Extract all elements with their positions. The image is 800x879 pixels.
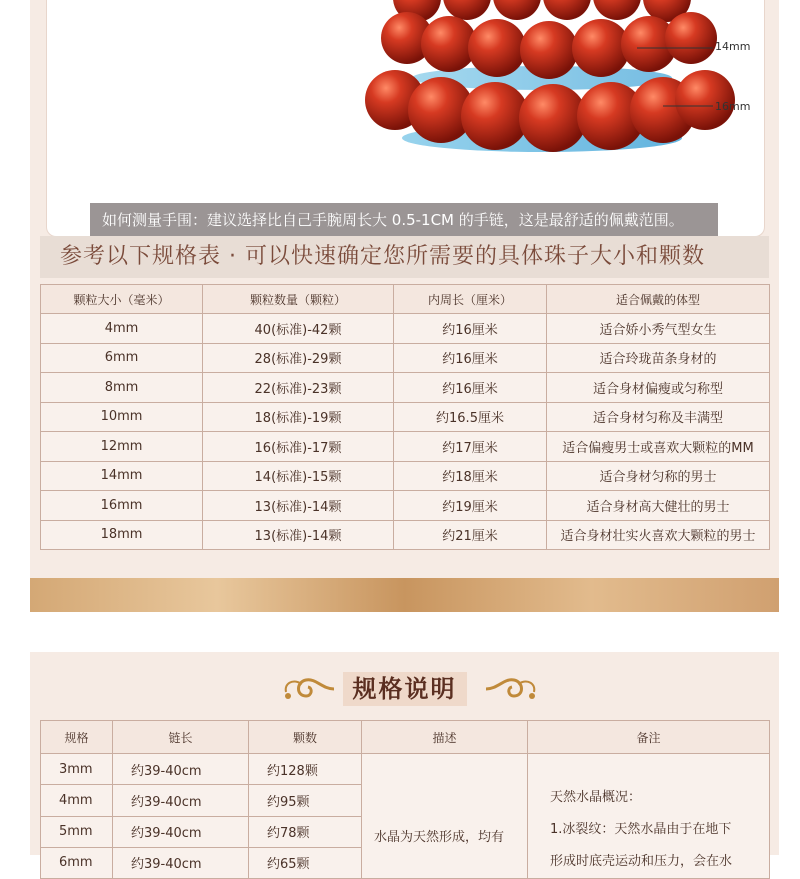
column-header: 颗数 — [249, 721, 362, 754]
table-row — [41, 314, 770, 344]
table-row — [41, 491, 770, 521]
spec-title: 规格说明 — [343, 672, 467, 706]
carnelian-bracelets-image — [337, 0, 767, 160]
chain-length-cell: 约39-40cm — [113, 816, 249, 847]
bead-size-cell: 10mm — [41, 402, 203, 432]
bead-size-cell: 16mm — [41, 491, 203, 521]
body-type-cell: 适合身材高大健壮的男士 — [547, 491, 770, 521]
column-header: 描述 — [362, 721, 528, 754]
right-ornament-icon — [482, 674, 538, 704]
bead-size-cell: 14mm — [41, 461, 203, 491]
bead-size-cell: 4mm — [41, 314, 203, 344]
column-header: 内周长（厘米） — [394, 285, 547, 314]
table-row — [41, 373, 770, 403]
spec-table — [40, 720, 770, 879]
table-row — [41, 754, 770, 785]
bead-size-cell: 12mm — [41, 432, 203, 462]
circumference-cell: 约16厘米 — [394, 343, 547, 373]
note-line: 1.冰裂纹：天然水晶由于在地下 — [550, 822, 732, 837]
bead-count-cell: 16(标准)-17颗 — [203, 432, 394, 462]
bead-count-cell: 约78颗 — [249, 816, 362, 847]
bead-count-cell: 14(标准)-15颗 — [203, 461, 394, 491]
note-cell — [528, 754, 770, 879]
circumference-cell: 约18厘米 — [394, 461, 547, 491]
bead-count-cell: 约128颗 — [249, 754, 362, 785]
chain-length-cell: 约39-40cm — [113, 754, 249, 785]
bead-count-cell: 18(标准)-19颗 — [203, 402, 394, 432]
body-type-cell: 适合偏瘦男士或喜欢大颗粒的MM — [547, 432, 770, 462]
bead-count-cell: 28(标准)-29颗 — [203, 343, 394, 373]
body-type-cell: 适合身材壮实火喜欢大颗粒的男士 — [547, 520, 770, 550]
circumference-cell: 约21厘米 — [394, 520, 547, 550]
bead-count-cell: 13(标准)-14颗 — [203, 520, 394, 550]
table-header-row — [41, 285, 770, 314]
body-type-cell: 适合玲珑苗条身材的 — [547, 343, 770, 373]
table-row — [41, 432, 770, 462]
body-type-cell: 适合身材匀称的男士 — [547, 461, 770, 491]
chain-length-cell: 约39-40cm — [113, 847, 249, 878]
column-header: 规格 — [41, 721, 113, 754]
column-header: 备注 — [528, 721, 770, 754]
body-type-cell: 适合身材匀称及丰满型 — [547, 402, 770, 432]
spec-size-cell: 3mm — [41, 754, 113, 785]
column-header: 适合佩戴的体型 — [547, 285, 770, 314]
circumference-cell: 约16.5厘米 — [394, 402, 547, 432]
spec-size-cell: 4mm — [41, 785, 113, 816]
table-header-row — [41, 721, 770, 754]
size-label-14mm: 14mm — [715, 40, 751, 53]
bead-size-cell: 8mm — [41, 373, 203, 403]
left-ornament-icon — [282, 674, 338, 704]
size-label-16mm: 16mm — [715, 100, 751, 113]
product-photo-card — [46, 0, 765, 237]
bead-count-cell: 约95颗 — [249, 785, 362, 816]
bead-size-cell: 6mm — [41, 343, 203, 373]
chain-length-cell: 约39-40cm — [113, 785, 249, 816]
bead-count-cell: 40(标准)-42颗 — [203, 314, 394, 344]
column-header: 颗粒数量（颗粒） — [203, 285, 394, 314]
spec-size-cell: 6mm — [41, 847, 113, 878]
note-line: 形成时底壳运动和压力，会在水 — [550, 854, 733, 869]
column-header: 颗粒大小（毫米） — [41, 285, 203, 314]
table-row — [41, 343, 770, 373]
circumference-cell: 约17厘米 — [394, 432, 547, 462]
note-title: 天然水晶概况： — [550, 790, 642, 805]
bead-size-table — [40, 284, 770, 550]
bead-size-panel — [30, 0, 779, 612]
bead-count-cell: 约65颗 — [249, 847, 362, 878]
spec-panel — [30, 652, 779, 873]
table-row — [41, 402, 770, 432]
table-row — [41, 520, 770, 550]
reference-heading: 参考以下规格表 · 可以快速确定您所需要的具体珠子大小和颗数 — [40, 236, 769, 278]
spec-size-cell: 5mm — [41, 816, 113, 847]
bead-size-cell: 18mm — [41, 520, 203, 550]
decorative-gold-strip — [30, 578, 779, 612]
body-type-cell: 适合身材偏瘦或匀称型 — [547, 373, 770, 403]
measure-tip-caption: 如何测量手围：建议选择比自己手腕周长大 0.5-1CM 的手链，这是最舒适的佩戴范围。 — [90, 203, 718, 237]
circumference-cell: 约16厘米 — [394, 373, 547, 403]
description-cell: 水晶为天然形成，均有 — [362, 754, 528, 879]
bead-count-cell: 13(标准)-14颗 — [203, 491, 394, 521]
bead-count-cell: 22(标准)-23颗 — [203, 373, 394, 403]
body-type-cell: 适合娇小秀气型女生 — [547, 314, 770, 344]
circumference-cell: 约16厘米 — [394, 314, 547, 344]
column-header: 链长 — [113, 721, 249, 754]
circumference-cell: 约19厘米 — [394, 491, 547, 521]
spec-title-area — [30, 670, 779, 710]
table-row — [41, 461, 770, 491]
